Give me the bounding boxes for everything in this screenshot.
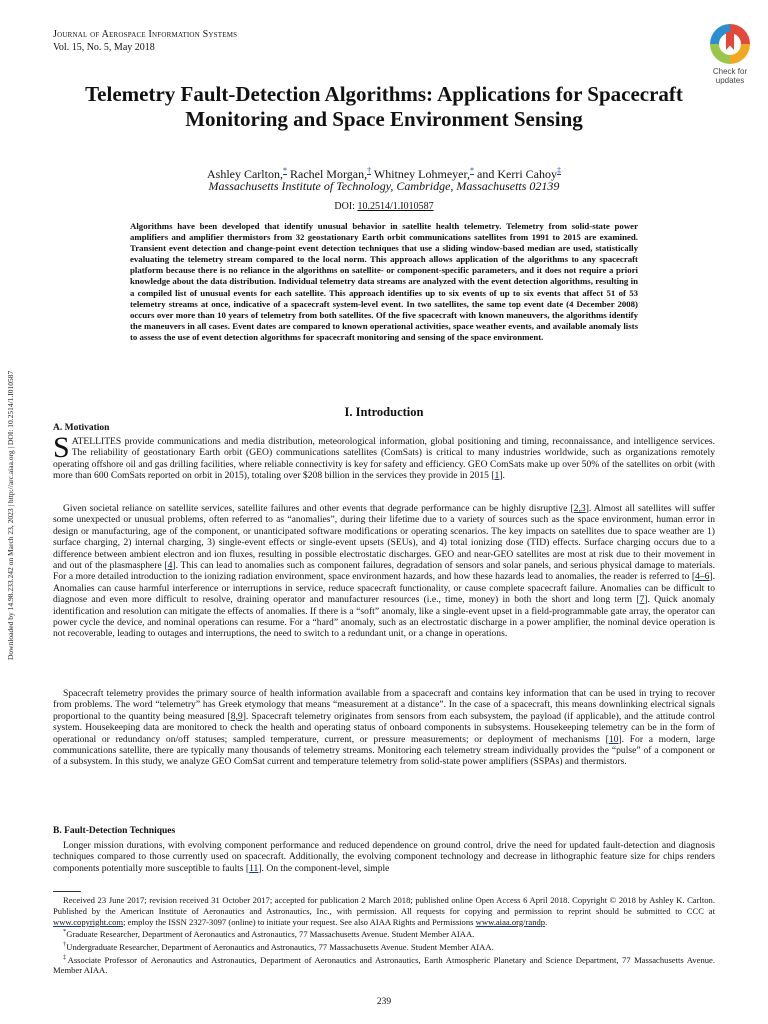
author-name: Whitney Lohmeyer, — [371, 167, 471, 181]
permissions-link[interactable]: www.aiaa.org/randp — [475, 916, 546, 927]
journal-volume: Vol. 15, No. 5, May 2018 — [53, 42, 155, 53]
author-name: and Kerri Cahoy — [474, 167, 557, 181]
subsection-heading: A. Motivation — [53, 423, 110, 433]
page-number: 239 — [376, 997, 392, 1007]
author-footnote: *Graduate Researcher, Department of Aeronautics and Astronautics, 77 Massachusetts Avenue. Student Member AIAA. — [63, 928, 475, 940]
footnote-link[interactable]: * — [282, 166, 287, 175]
reference-link[interactable]: 4–6 — [695, 571, 710, 583]
affiliation: Massachusetts Institute of Technology, Cambridge, Massachusetts 02139 — [208, 179, 560, 193]
reference-link[interactable]: 10 — [608, 733, 619, 745]
badge-line1: Check for — [712, 67, 748, 76]
section-heading: I. Introduction — [344, 405, 424, 419]
footnote-divider — [53, 891, 81, 892]
author-name: Rachel Morgan, — [286, 167, 368, 181]
received-note: Received 23 June 2017; revision received 31 October 2017; accepted for publication 2 March 2018; published online Open Access 6 April 2018. Copyright © 2018 by Ashley K. Carlton. Published by the American Institute of Aeronautics and Astronautics, Inc., with permission. All requests for copying and permission to reprint should be submitted to CCC at www.copyright.com; employ the ISSN 2327-3097 (online) to initiate your request. See also AIAA Rights and Permissions www.aiaa.org/randp. — [53, 895, 715, 927]
abstract: Algorithms have been developed that identify unusual behavior in satellite health telemetry. Telemetry from solid-state power amplifiers and amplifier thermistors from 32 geostationary Earth orbit communications satellites from 1991 to 2015 are examined. Transient event detection and change-point event detection techniques that use a sliding window-based median are used, statistically evaluating the telemetry stream compared to the local norm. This approach allows application of the algorithms to any spacecraft platform because there is no reliance in the algorithms on satellite- or component-specific parameters, and it does not require a priori knowledge about the data distribution. Individual telemetry data streams are analyzed with the event detection algorithms, resulting in a compiled list of unusual events for each satellite. This approach identifies up to six events of up to six events that affect 51 of 53 telemetry streams at once, indicative of a spacecraft system-level event. In two satellites, the same top event date (4 December 2008) occurs over more than 10 years of telemetry from both satellites. Of the five spacecraft with known maneuvers, the algorithms identify the maneuvers in all cases. Event dates are compared to known operational activities, space weather events, and available anomaly lists to assess the use of event detection algorithms for spacecraft monitoring and sensing of the space environment. — [130, 221, 638, 342]
reference-link[interactable]: 1 — [494, 470, 500, 482]
doi-line: DOI: 10.2514/1.I010587 — [334, 201, 434, 212]
check-for-updates-button[interactable] — [702, 24, 758, 85]
paper-title: Telemetry Fault-Detection Algorithms: Applications for Spacecraft Monitoring and Space Environment Sensing — [85, 82, 683, 131]
reference-link[interactable]: 11 — [249, 862, 259, 874]
author-footnote: †Undergraduate Researcher, Department of Aeronautics and Astronautics, 77 Massachusetts Avenue. Student Member AIAA. — [63, 941, 494, 952]
author-footnote: ‡Associate Professor of Aeronautics and Astronautics, Department of Aeronautics and Astronautics, Earth Atmospheric Planetary and Science Department, 77 Massachusetts Avenue. Member AIAA. — [53, 953, 716, 976]
download-watermark — [6, 330, 18, 660]
reference-link[interactable]: 4 — [167, 560, 173, 572]
download-watermark-text: Downloaded by 14.98.233.242 on March 23, 2023 | http://arc.aiaa.org | DOI: 10.2514/1.I010587 — [6, 370, 15, 660]
copyright-link[interactable]: www.copyright.com — [53, 916, 124, 927]
paragraph: Longer mission durations, with evolving component performance and reduced dependence on ground control, drive the need for updated fault-detection and diagnosis techniques compared to those currently used on spacecraft. Additionally, the evolving component technology and decrease in lithographic feature size for chips renders components potentially more susceptible to faults [11]. On the component-level, simple — [53, 840, 715, 874]
paragraph: Given societal reliance on satellite services, satellite failures and other events that degrade performance can be highly disruptive [2,3]. Almost all satellites will suffer some unexpected or unusual problems, often referred to as “anomalies”, during their lifetime due to a variety of sources such as the space environment, human error in design or manufacturing, age of the component, or unanticipated software modifications or operating scenarios. The key impacts on satellites due to space weather are 1) surface charging, 2) internal charging, 3) single-event effects or single-event upsets (SEUs), and 4) total ionizing dose (TID) effects. Surface charging occurs due to a difference between ambient electron and ion fluxes, resulting in possible electrostatic discharges. GEO and near-GEO satellites are most at risk due to their movement in and out of the plasmasphere [4]. This can lead to anomalies such as component failures, degradation of sensors and solar panels, and serious physical damage to materials. For a more detailed introduction to the ionizing radiation environment, space environment hazards, and how these hazards lead to anomalies, the reader is referred to [4–6]. Anomalies can cause harmful interference or interruptions in service, reduce spacecraft functionality, or cause complete spacecraft failure. Anomalies can be difficult to diagnose and even more difficult to resolve, draining operator and manufacturer resources (i.e., time, money) in both the short and long term [7]. Quick anomaly identification and resolution can mitigate the effects of anomalies. If there is a “soft” anomaly, like a single-event upset in a field-programmable gate array, the operator can power cycle the device, and nominal operations can resume. For a “hard” anomaly, such as an electrostatic discharge in a power amplifier, the nominal device operation is not recoverable, leading to outages and interruptions, the need to switch to a redundant unit, or a change in operations. — [53, 503, 716, 640]
footnote-link[interactable]: ‡ — [557, 166, 561, 175]
journal-header — [53, 28, 237, 54]
paragraph: Spacecraft telemetry provides the primary source of health information available from a spacecraft and contains key information that can be used in trying to recover from problems. The word “telemetry” has Greek etymology that means “measurement at a distance”. In the case of a spacecraft, this means downlinking electrical signals proportional to the quantity being measured [8,9]. Spacecraft telemetry originates from sensors from each subsystem, the payload (if applicable), and the attitude control system. Housekeeping data are monitored to check the health and operating status of onboard components in subsystems. Housekeeping telemetry can be in the form of operational or redundancy on/off statuses; sampled temperature, current, or pressure measurements; or deployment of mechanisms [10]. For a modern, large communications satellite, there are typically many thousands of telemetry streams. Monitoring each telemetry stream individually provides the “pulse” of a component or of a subsystem. In this study, we analyze GEO ComSat current and temperature telemetry from solid-state power amplifiers (SSPAs) and thermistors. — [53, 688, 715, 768]
footnote-link[interactable]: * — [470, 166, 475, 175]
footnotes — [53, 895, 715, 976]
author-name: Ashley Carlton, — [206, 167, 283, 181]
journal-name: Journal of Aerospace Information Systems — [53, 29, 238, 40]
paragraph: SATELLITES provide communications and media distribution, meteorological information, global positioning and timing, reconnaissance, and intelligence services. The reliability of geostationary Earth orbit (GEO) communications satellites (ComSats) is critical to many industries worldwide, such as organizations remotely operating offshore oil and gas drilling facilities, where reliable connectivity is key for safety and efficiency. GEO ComSats make up over 50% of the satellites on orbit (with more than 600 ComSats reported on orbit in 2015), totaling over $208 billion in the services they provide in 2015 [1]. — [53, 431, 715, 482]
footnote-link[interactable]: † — [367, 166, 372, 175]
reference-link[interactable]: 7 — [639, 594, 645, 606]
drop-cap: S — [53, 431, 70, 464]
badge-line2: updates — [715, 76, 745, 85]
doi-link[interactable]: 10.2514/1.I010587 — [357, 201, 434, 212]
subsection-heading: B. Fault-Detection Techniques — [53, 826, 176, 836]
reference-link[interactable]: 2,3 — [573, 503, 586, 514]
reference-link[interactable]: 8,9 — [230, 710, 243, 722]
